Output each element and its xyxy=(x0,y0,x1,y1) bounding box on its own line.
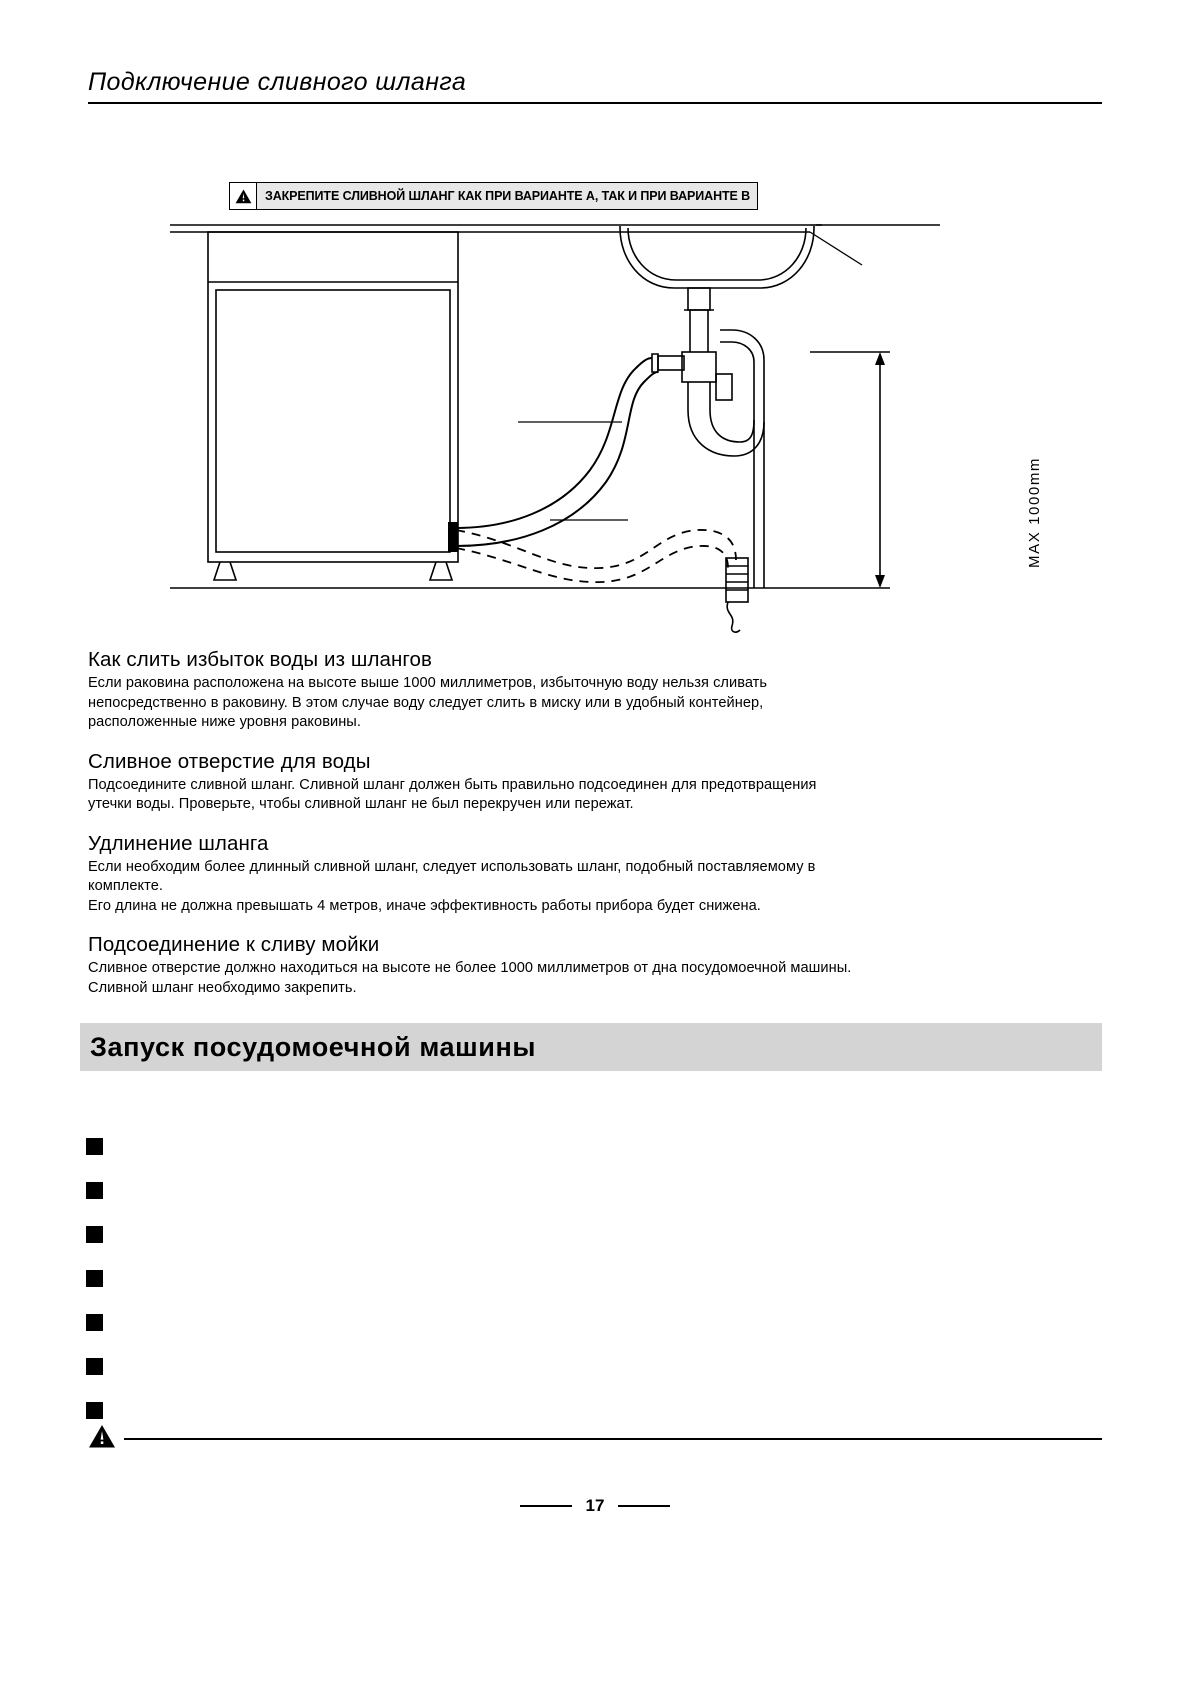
section-drain-outlet xyxy=(88,750,1104,815)
section-line: Его длина не должна превышать 4 метров, иначе эффективность работы прибора будет снижена. xyxy=(88,897,761,914)
body-content xyxy=(88,648,1104,1015)
section-body xyxy=(88,674,1104,733)
section-line: Сливное отверстие должно находиться на высоте не более 1000 миллиметров от дна посудомоечной машины. xyxy=(88,960,852,977)
diagram-drawing xyxy=(150,170,1050,640)
list-item xyxy=(86,1124,103,1168)
section-body xyxy=(88,776,1104,815)
bullet-square-icon xyxy=(86,1402,103,1419)
section-heading: Сливное отверстие для воды xyxy=(88,749,371,773)
section-line: непосредственно в раковину. В этом случае воду следует слить в миску или в удобный контейнер, xyxy=(88,694,764,711)
list-item xyxy=(86,1344,103,1388)
section-heading: Подсоединение к сливу мойки xyxy=(88,933,380,957)
drain-hose-installation-diagram xyxy=(150,170,1050,640)
section-drain-excess-water xyxy=(88,648,1104,733)
section-sink-drain-connection xyxy=(88,933,1104,998)
chapter-banner xyxy=(80,1023,1102,1071)
bullet-square-icon xyxy=(86,1182,103,1199)
section-line: Если необходим более длинный сливной шланг, следует использовать шланг, подобный поставляемому в xyxy=(88,858,816,875)
section-line: Сливной шланг необходимо закрепить. xyxy=(88,979,357,996)
section-line: расположенные ниже уровня раковины. xyxy=(88,714,361,731)
section-line: Если раковина расположена на высоте выше 1000 миллиметров, избыточную воду нельзя сливать xyxy=(88,675,768,691)
list-item xyxy=(86,1168,103,1212)
section-line: комплекте. xyxy=(88,878,163,895)
warning-triangle-icon xyxy=(88,1424,116,1454)
page-footer xyxy=(0,1496,1190,1516)
section-heading: Как слить избыток воды из шлангов xyxy=(88,648,433,671)
bullet-square-icon xyxy=(86,1358,103,1375)
diagram-warning-banner xyxy=(229,182,758,210)
section-line: Подсоедините сливной шланг. Сливной шланг должен быть правильно подсоединен для предотвращения xyxy=(88,776,817,793)
page-number: 17 xyxy=(585,1496,605,1515)
section-hose-extension xyxy=(88,832,1104,917)
section-line: утечки воды. Проверьте, чтобы сливной шланг не был перекручен или пережат. xyxy=(88,796,634,813)
page-header xyxy=(88,68,1102,104)
page-title: Подключение сливного шланга xyxy=(88,68,467,96)
max-height-dimension-label: MAX 1000mm xyxy=(1026,456,1043,568)
footer-warning xyxy=(88,1424,1102,1454)
bullet-square-icon xyxy=(86,1226,103,1243)
bullet-square-icon xyxy=(86,1138,103,1155)
bullet-square-icon xyxy=(86,1270,103,1287)
footer-dash-left xyxy=(520,1505,572,1507)
footer-warning-divider xyxy=(124,1438,1102,1440)
warning-triangle-icon xyxy=(230,183,257,209)
footer-dash-right xyxy=(618,1505,670,1507)
section-heading: Удлинение шланга xyxy=(88,831,269,855)
chapter-banner-title: Запуск посудомоечной машины xyxy=(90,1031,537,1062)
header-divider xyxy=(88,102,1102,104)
list-item xyxy=(86,1256,103,1300)
list-item xyxy=(86,1212,103,1256)
list-item xyxy=(86,1300,103,1344)
bullet-square-icon xyxy=(86,1314,103,1331)
section-body xyxy=(88,858,1104,917)
bullet-list xyxy=(86,1124,103,1432)
section-body xyxy=(88,959,1104,998)
diagram-warning-text: ЗАКРЕПИТЕ СЛИВНОЙ ШЛАНГ КАК ПРИ ВАРИАНТЕ А, ТАК И ПРИ ВАРИАНТЕ В xyxy=(257,183,757,209)
